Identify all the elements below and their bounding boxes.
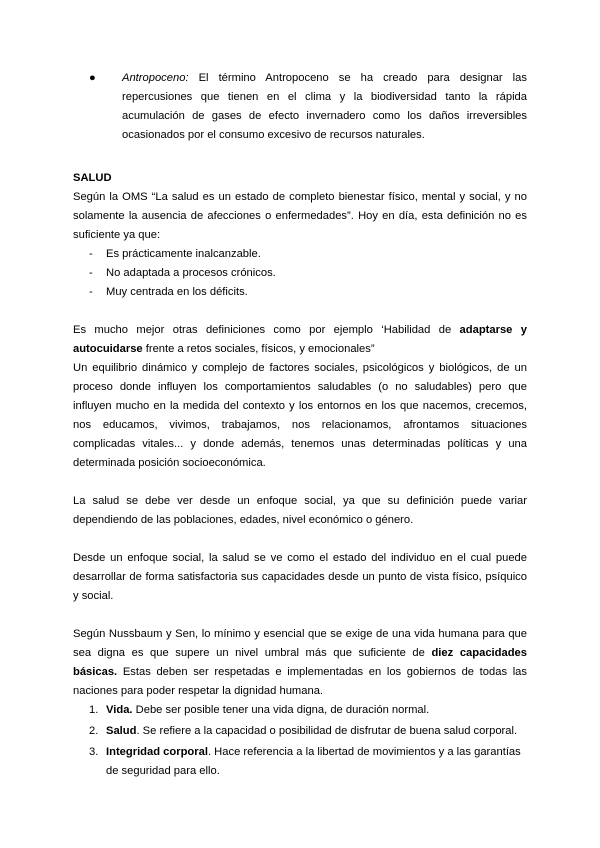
antropoceno-definition: El término Antropoceno se ha creado para designar las repercusiones que tienen en el clima y la biodiversidad tanto la rápida acumulación de gases de efecto invernadero como los daños irreversibles ocasionados por el consumo excesivo de recursos naturales.	[122, 72, 527, 141]
numbered-item	[89, 701, 527, 720]
numbered-item	[89, 743, 527, 781]
nussbaum-before: Según Nussbaum y Sen, lo mínimo y esencial que se exige de una vida humana para que sea digna es que supere un nivel umbral más que suficiente de	[73, 628, 527, 659]
list-item-text: Muy centrada en los déficits.	[106, 286, 248, 298]
antropoceno-term: Antropoceno:	[122, 72, 189, 84]
item-rest: Debe ser posible tener una vida digna, de duración normal.	[132, 704, 430, 716]
list-item	[89, 264, 527, 283]
nussbaum-after: Estas deben ser respetadas e implementadas en los gobiernos de todas las naciones para poder respetar la dignidad humana.	[73, 666, 527, 697]
list-item-text: No adaptada a procesos crónicos.	[106, 267, 276, 279]
nussbaum-bold: diez capacidades básicas.	[73, 647, 527, 678]
section-title: SALUD	[73, 172, 112, 184]
dash-mark: -	[89, 286, 93, 298]
document-body	[73, 69, 527, 781]
item-number: 2.	[89, 725, 99, 737]
better-def-bold: adaptarse y autocuidarse	[73, 324, 527, 355]
better-def-before: Es mucho mejor otras definiciones como por ejemplo ‘Habilidad de	[73, 324, 460, 336]
item-text	[106, 722, 527, 741]
item-text	[106, 743, 527, 781]
item-bold: Vida.	[106, 704, 133, 716]
antropoceno-text	[122, 69, 527, 145]
dash-mark: -	[89, 248, 93, 260]
numbered-item	[89, 722, 527, 741]
item-rest: . Se refiere a la capacidad o posibilidad de disfrutar de buena salud corporal.	[136, 725, 518, 737]
better-def-after: frente a retos sociales, físicos, y emocionales”	[142, 343, 375, 355]
list-item-text: Es prácticamente inalcanzable.	[106, 248, 261, 260]
list-item	[89, 245, 527, 264]
item-rest: . Hace referencia a la libertad de movimientos y a las garantías de seguridad para ello.	[106, 746, 521, 777]
antropoceno-bullet	[89, 69, 527, 145]
item-bold: Salud	[106, 725, 137, 737]
item-number: 1.	[89, 704, 99, 716]
dash-mark: -	[89, 267, 93, 279]
enfoque-paragraph: Desde un enfoque social, la salud se ve como el estado del individuo en el cual puede desarrollar de forma satisfactoria sus capacidades desde un punto de vista físico, psíquico y social.	[73, 552, 527, 602]
oms-paragraph: Según la OMS “La salud es un estado de completo bienestar físico, mental y social, y no solamente la ausencia de afecciones o enfermedades”. Hoy en día, esta definición no es suficiente ya que:	[73, 191, 527, 241]
item-bold: Integridad corporal	[106, 746, 208, 758]
social-paragraph: La salud se debe ver desde un enfoque social, ya que su definición puede variar dependiendo de las poblaciones, edades, nivel económico o género.	[73, 495, 527, 526]
better-definition-paragraph	[73, 321, 527, 359]
dash-list	[73, 245, 527, 302]
item-number: 3.	[89, 746, 99, 758]
numbered-list	[73, 701, 527, 781]
equilibrio-paragraph: Un equilibrio dinámico y complejo de factores sociales, psicológicos y biológicos, de un proceso donde influyen los comportamientos saludables (o no saludables) pero que influyen mucho en la medida del contexto y los entornos en los que nacemos, crecemos, nos educamos, vivimos, trabajamos, nos relacionamos, afrontamos situaciones complicadas vitales... y donde además, tenemos unas determinadas políticas y una determinada posición socioeconómica.	[73, 362, 527, 469]
list-item	[89, 283, 527, 302]
bullet-dot: ●	[89, 72, 96, 84]
item-text	[106, 701, 527, 720]
nussbaum-paragraph	[73, 625, 527, 701]
